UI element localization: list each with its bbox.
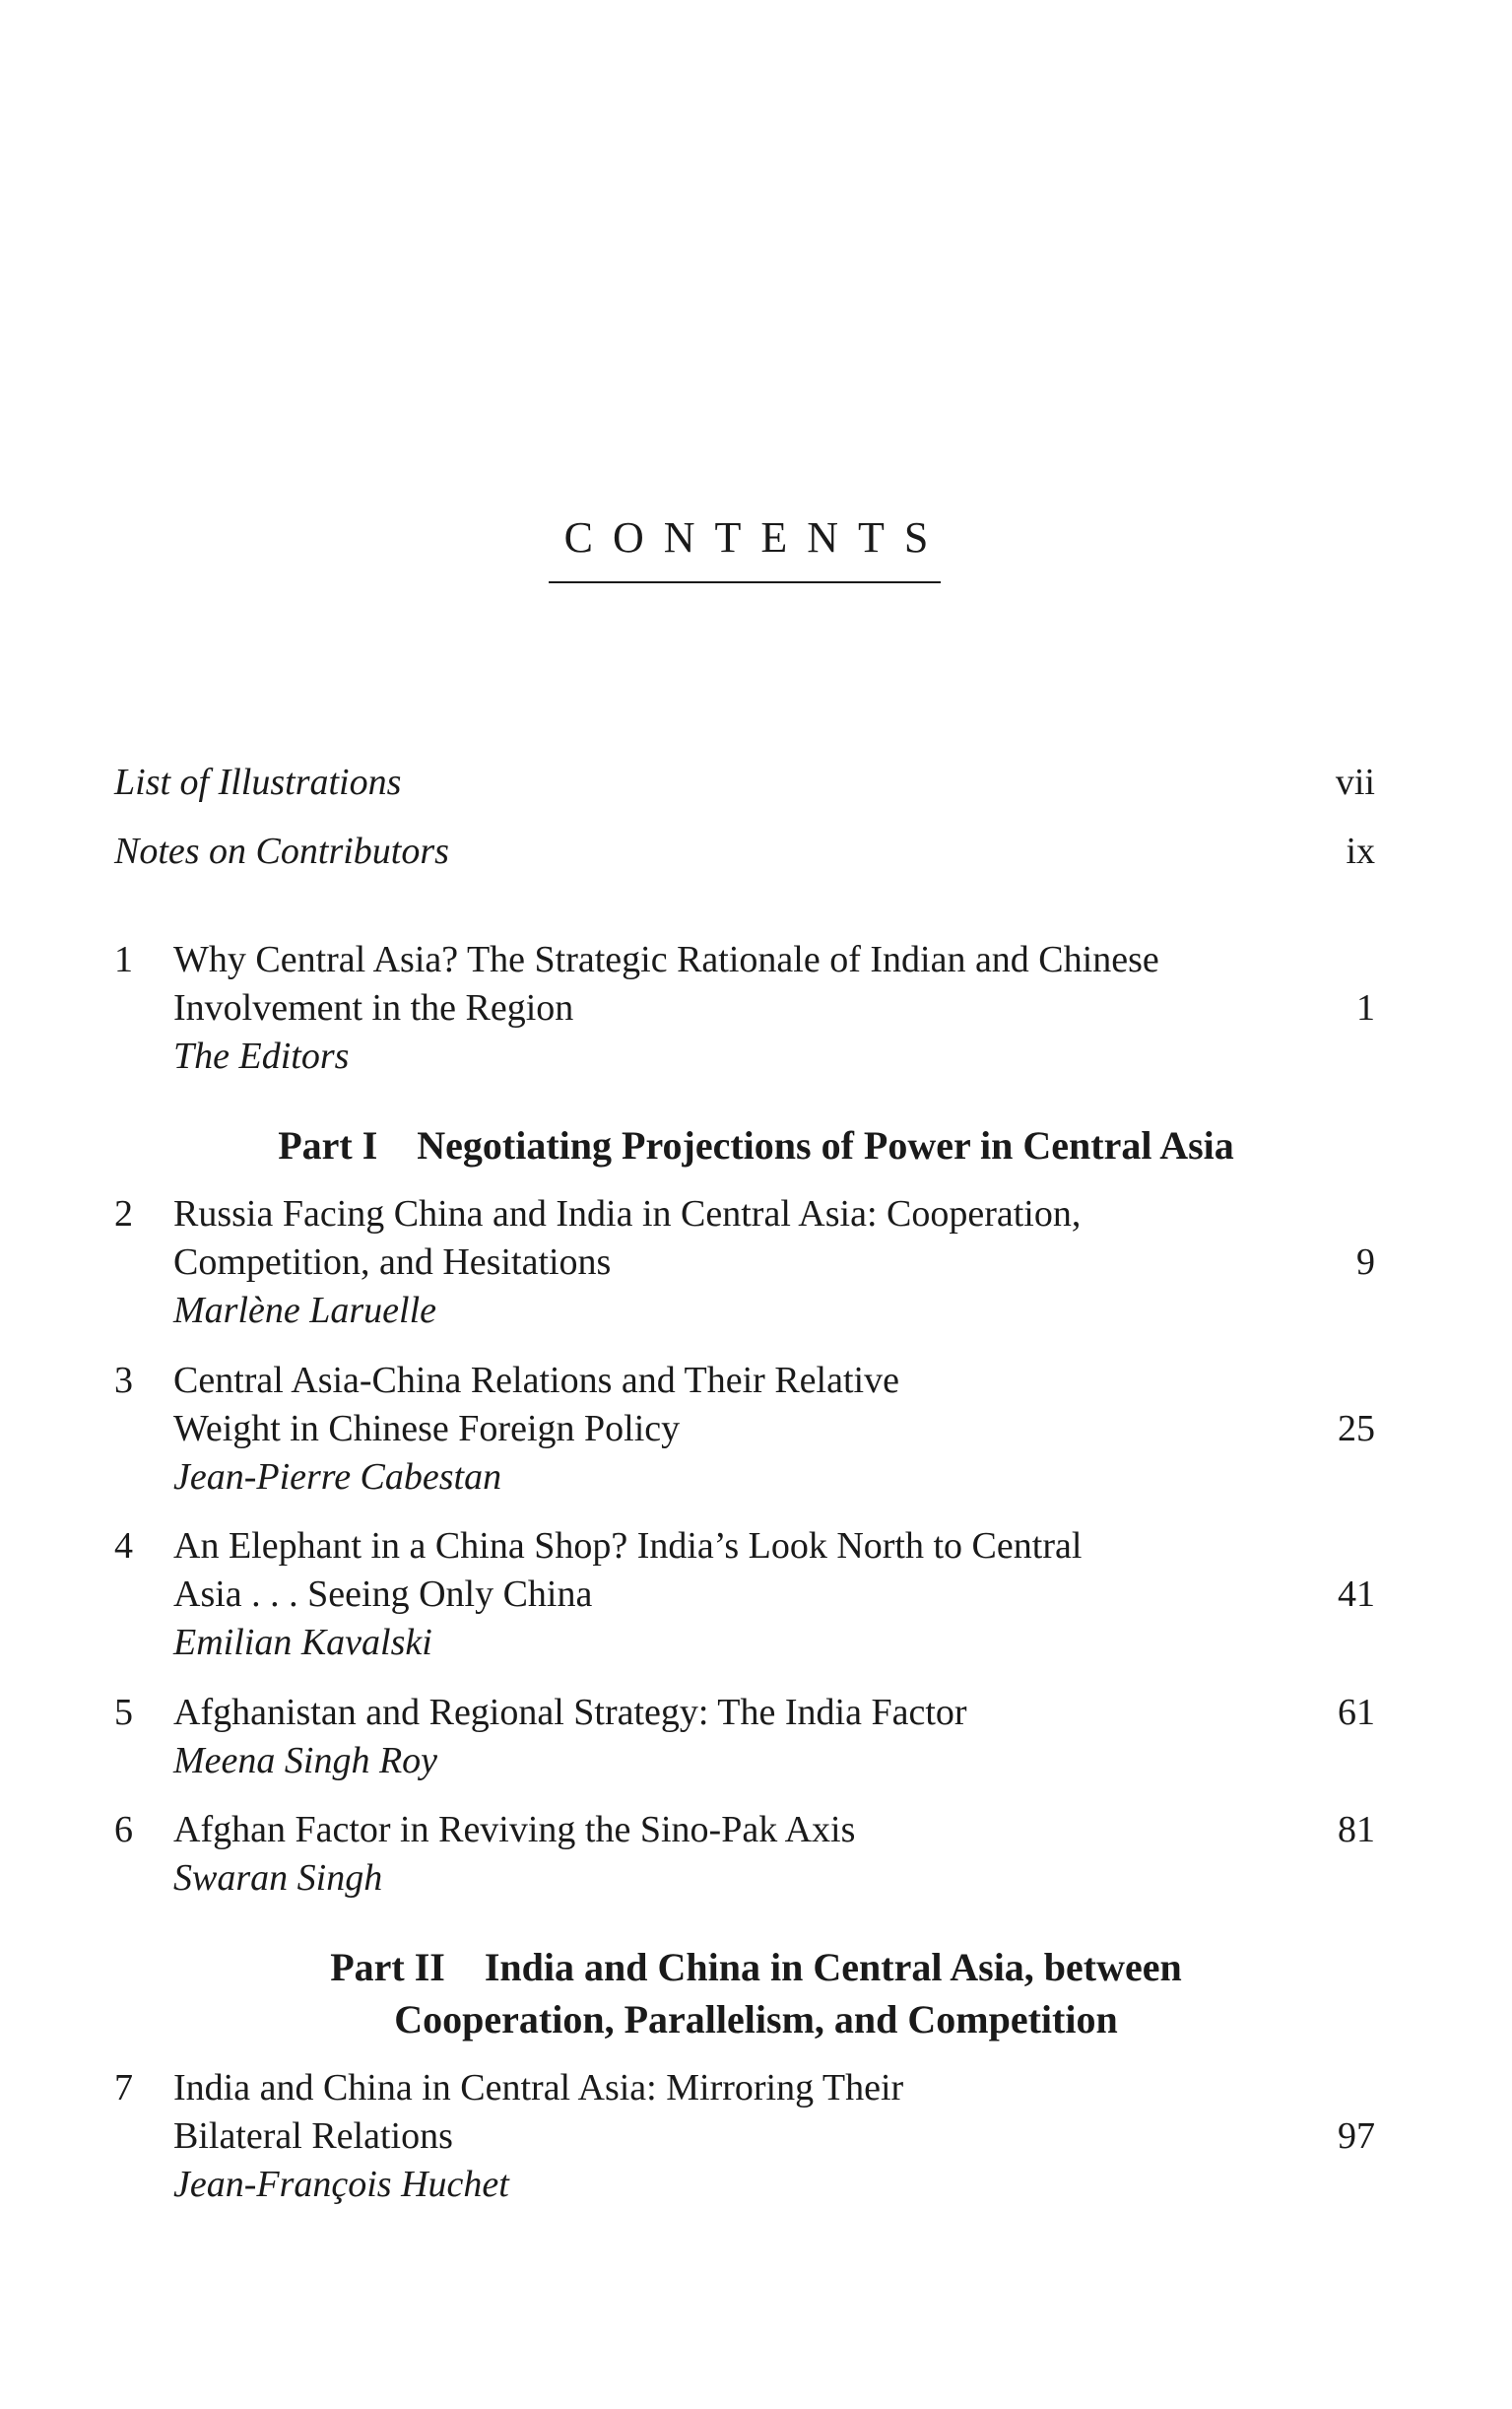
chapter-entry	[114, 936, 1375, 1081]
chapter-author: Emilian Kavalski	[173, 1622, 432, 1663]
page-number: 1	[1356, 987, 1375, 1029]
chapter-number: 5	[114, 1692, 133, 1733]
chapter-title-line: Central Asia-China Relations and Their Relative	[173, 1360, 899, 1401]
page-number: 41	[1338, 1573, 1375, 1615]
part-title-line: Cooperation, Parallelism, and Competition	[394, 1997, 1118, 2041]
chapter-title-line: Weight in Chinese Foreign Policy	[173, 1408, 681, 1449]
chapter-title-line: Bilateral Relations	[173, 2115, 453, 2157]
chapter-number: 1	[114, 939, 133, 980]
chapter-title-line: India and China in Central Asia: Mirroring Their	[173, 2067, 904, 2108]
chapter-number: 6	[114, 1809, 133, 1850]
part-title-line: Negotiating Projections of Power in Central Asia	[417, 1123, 1234, 1168]
chapter-entry	[114, 1190, 1375, 1335]
chapter-author: Meena Singh Roy	[173, 1740, 438, 1781]
part-heading	[0, 1119, 1512, 1171]
front-matter-item	[114, 828, 1375, 876]
chapter-number: 3	[114, 1360, 133, 1401]
page-number: 61	[1338, 1692, 1375, 1733]
chapter-title-line: Competition, and Hesitations	[173, 1241, 612, 1283]
chapter-title-line: Involvement in the Region	[173, 987, 574, 1029]
part-title-line: India and China in Central Asia, between	[484, 1945, 1182, 1989]
chapter-title-line: Asia . . . Seeing Only China	[173, 1573, 593, 1615]
chapter-title-line: Russia Facing China and India in Central Asia: Cooperation,	[173, 1193, 1082, 1235]
chapter-entry	[114, 1522, 1375, 1667]
part-label: Part II	[330, 1945, 445, 1989]
chapter-title-line: An Elephant in a China Shop? India’s Look North to Central	[173, 1525, 1083, 1567]
front-matter-title: List of Illustrations	[114, 762, 402, 803]
part-heading	[0, 1941, 1512, 2045]
page-number: 9	[1356, 1241, 1375, 1283]
heading-underline	[549, 581, 941, 583]
chapter-author: Jean-Pierre Cabestan	[173, 1456, 502, 1498]
chapter-number: 4	[114, 1525, 133, 1567]
chapter-title-line: Afghanistan and Regional Strategy: The India Factor	[173, 1692, 967, 1733]
chapter-entry	[114, 1357, 1375, 1502]
page-number: vii	[1335, 762, 1375, 803]
chapter-title-line: Why Central Asia? The Strategic Rationale of Indian and Chinese	[173, 939, 1159, 980]
page-number: 97	[1338, 2115, 1375, 2157]
chapter-entry	[114, 2064, 1375, 2209]
page-number: ix	[1346, 831, 1375, 872]
contents-heading: CONTENTS	[563, 513, 949, 562]
chapter-title-line: Afghan Factor in Reviving the Sino-Pak Axis	[173, 1809, 856, 1850]
chapter-author: Swaran Singh	[173, 1857, 383, 1899]
page-number: 25	[1338, 1408, 1375, 1449]
part-label: Part I	[278, 1123, 378, 1168]
front-matter-title: Notes on Contributors	[114, 831, 449, 872]
chapter-author: Marlène Laruelle	[173, 1290, 437, 1331]
chapter-author: The Editors	[173, 1036, 350, 1077]
chapter-entry	[114, 1689, 1375, 1785]
chapter-entry	[114, 1806, 1375, 1903]
front-matter-item	[114, 759, 1375, 807]
chapter-number: 2	[114, 1193, 133, 1235]
front-matter-list	[114, 759, 1375, 807]
chapter-number: 7	[114, 2067, 133, 2108]
front-matter-list	[114, 828, 1375, 876]
chapter-author: Jean-François Huchet	[173, 2164, 509, 2205]
page-number: 81	[1338, 1809, 1375, 1850]
